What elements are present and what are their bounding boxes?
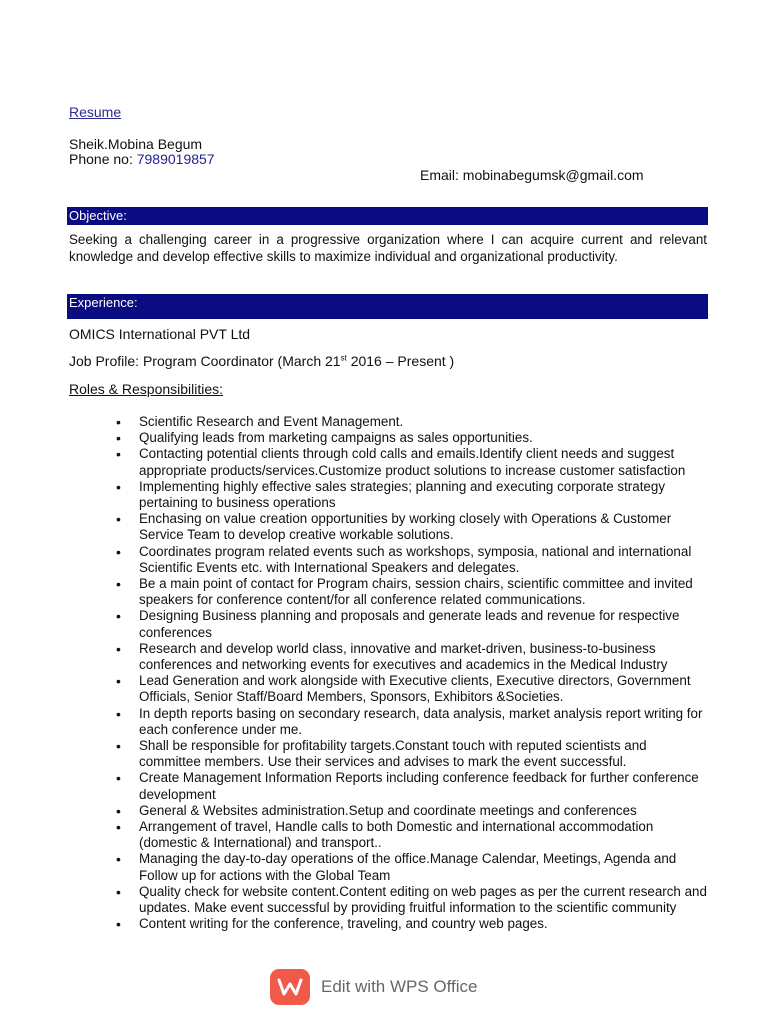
phone-number: 7989019857 <box>136 151 215 167</box>
phone-line <box>69 151 215 167</box>
responsibility-item: • Quality check for website content.Content editing on web pages as per the current research and updates. Make event successful by providing fruitful information to the scientific community <box>139 884 711 916</box>
wps-watermark-text: Edit with WPS Office <box>321 977 478 996</box>
wps-watermark[interactable] <box>270 969 478 1005</box>
roles-heading: Roles & Responsibilities: <box>69 381 224 397</box>
responsibility-item: • Contacting potential clients through cold calls and emails.Identify client needs and suggest appropriate products/services.Customize product solutions to increase customer satisfaction <box>139 446 711 478</box>
responsibility-item: • Create Management Information Reports including conference feedback for further conference development <box>139 770 711 802</box>
responsibility-item: • Scientific Research and Event Management. <box>139 414 711 430</box>
objective-heading: Objective: <box>67 207 708 225</box>
job-title: Program Coordinator ( <box>142 353 283 369</box>
job-profile <box>69 353 454 369</box>
responsibility-item: • Implementing highly effective sales strategies; planning and executing corporate strategy pertaining to business operations <box>139 479 711 511</box>
objective-text: Seeking a challenging career in a progressive organization where I can acquire current and relevant knowledge and develop effective skills to maximize individual and organizational productivity. <box>69 232 707 264</box>
responsibility-item: • Coordinates program related events such as workshops, symposia, national and international Scientific Events etc. with International Speakers and delegates. <box>139 544 711 576</box>
job-date-end: 2016 – Present ) <box>346 353 455 369</box>
job-date-start: March 21 <box>282 353 341 369</box>
company-name: OMICS International PVT Ltd <box>69 326 251 342</box>
responsibility-item: • Qualifying leads from marketing campaigns as sales opportunities. <box>139 430 711 446</box>
responsibility-item: • Lead Generation and work alongside with Executive clients, Executive directors, Government Officials, Senior Staff/Board Members, Sponsors, Exhibitors &Societies. <box>139 673 711 705</box>
job-date-suffix: st <box>340 353 347 363</box>
responsibility-item: • Enchasing on value creation opportunities by working closely with Operations & Customer Service Team to develop creative workable solutions. <box>139 511 711 543</box>
responsibility-item: • Managing the day-to-day operations of the office.Manage Calendar, Meetings, Agenda and Follow up for actions with the Global Team <box>139 851 711 883</box>
responsibility-item: • General & Websites administration.Setup and coordinate meetings and conferences <box>139 803 711 819</box>
email-line: Email: mobinabegumsk@gmail.com <box>420 167 644 183</box>
responsibility-item: • Research and develop world class, innovative and market-driven, business-to-business conferences and networking events for executives and academics in the Medical Industry <box>139 641 711 673</box>
responsibility-item: • In depth reports basing on secondary research, data analysis, market analysis report writing for each conference under me. <box>139 706 711 738</box>
responsibility-item: • Be a main point of contact for Program chairs, session chairs, scientific committee and invited speakers for conference content/for all conference related communications. <box>139 576 711 608</box>
responsibility-item: • Content writing for the conference, traveling, and country web pages. <box>139 916 711 932</box>
experience-heading: Experience: <box>67 294 708 319</box>
candidate-name: Sheik.Mobina Begum <box>69 136 203 152</box>
resume-link[interactable]: Resume <box>69 104 122 120</box>
job-profile-label: Job Profile: <box>69 353 140 369</box>
responsibility-item: • Designing Business planning and proposals and generate leads and revenue for respective conferences <box>139 608 711 640</box>
responsibilities-list <box>139 414 711 933</box>
responsibility-item: • Shall be responsible for profitability targets.Constant touch with reputed scientists and committee members. Use their services and advises to mark the event successful. <box>139 738 711 770</box>
phone-label: Phone no: <box>69 151 133 167</box>
wps-logo-icon <box>270 969 310 1005</box>
responsibility-item: • Arrangement of travel, Handle calls to both Domestic and international accommodation (domestic & International) and transport.. <box>139 819 711 851</box>
